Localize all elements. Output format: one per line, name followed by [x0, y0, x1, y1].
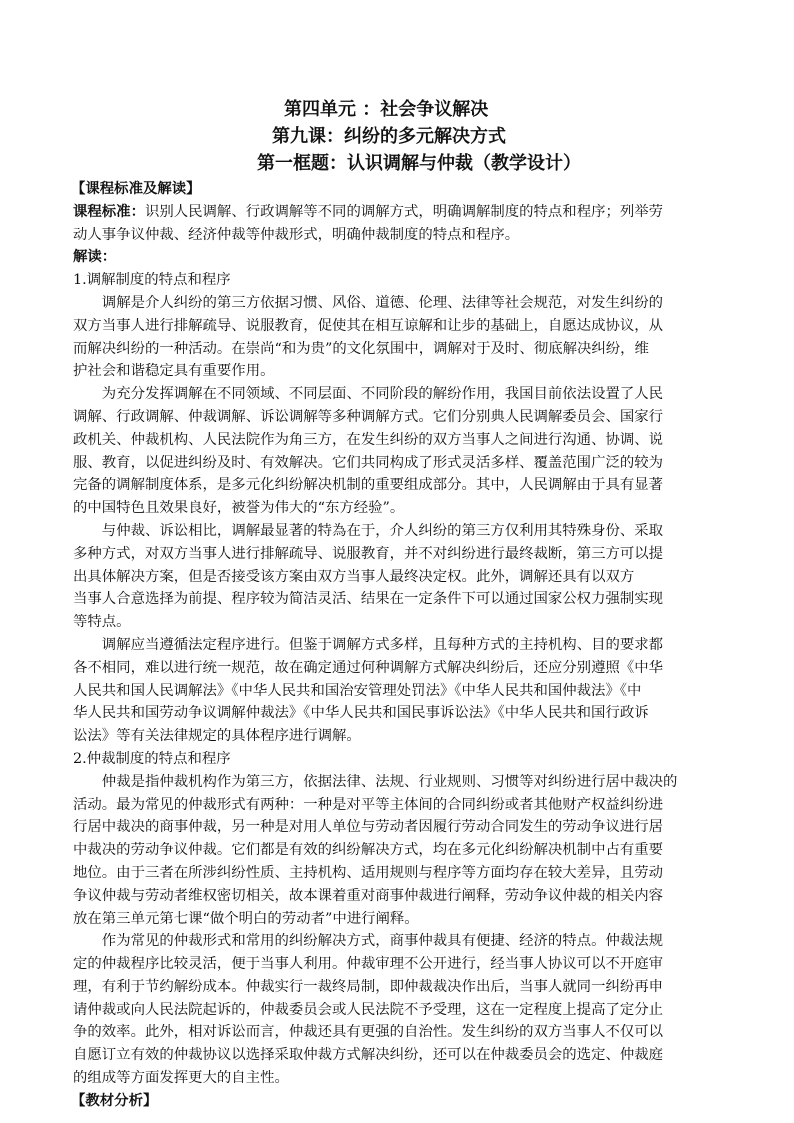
paragraph-line: 自愿订立有效的仲裁协议以选择采取仲裁方式解决纠纷，还可以在仲裁委员会的选定、仲裁庭	[73, 1047, 664, 1064]
paragraph-mediation-definition	[73, 292, 723, 383]
paragraph-line: 多种方式，对双方当事人进行排解疏导、说服教育，并不对纠纷进行最终裁断，第三方可以提	[73, 545, 664, 562]
paragraph-line: 与仲裁、诉讼相比，调解最显著的特為在于，介人纠纷的第三方仅利用其特殊身份、采取	[101, 522, 664, 539]
paragraph-line: 活动。最为常见的仲裁形式有两种：一种是对平等主体间的合同纠纷或者其他财产权益纠纷进	[73, 796, 664, 813]
interpretation-heading: 解读：	[73, 248, 117, 266]
paragraph-line: 争的效率。此外，相对诉讼而言，仲裁还具有更强的自治性。发生纠纷的双方当事人不仅可以	[73, 1024, 664, 1041]
lesson-title: 第九课：纠纷的多元解决方式	[272, 126, 506, 147]
paragraph-line: 华人民共和国劳动争议调解仲裁法》《中华人民共和国民事诉讼法》《中华人民共和国行政诉	[73, 705, 649, 722]
unit-title: 第四单元 ：社会争议解决	[284, 99, 489, 120]
paragraph-mediation-procedure	[73, 634, 723, 748]
paragraph-line: 当事人合意选择为前提、程序较为简洁灵活、结果在一定条件下可以通过国家公权力强制实现	[73, 591, 664, 608]
paragraph-line: 人民共和国人民调解法》《中华人民共和国治安管理处罚法》《中华人民共和国仲裁法》《中	[73, 682, 642, 699]
paragraph-line: 行居中裁决的商事仲裁，另一种是对用人单位与劳动者因履行劳动合同发生的劳动争议进行居	[73, 819, 664, 836]
paragraph-line: 双方当事人进行排解疏导、说服教育，促使其在相互谅解和让步的基础上，自愿达成协议，从	[73, 317, 664, 334]
section-heading-standards: 【课程标准及解读】	[71, 180, 201, 197]
paragraph-line: 的组成等方面发挥更大的自主性。	[73, 1070, 289, 1087]
paragraph-line: 政机关、仲裁机构、人民法院作为角三方，在发生纠纷的双方当事人之间进行沟通、协调、说	[73, 431, 664, 448]
course-standard-label: 课程标准：	[73, 202, 145, 220]
paragraph-line: 的中国特色且效果良好，被誉为伟大的“东方经验”。	[73, 500, 405, 517]
topic-title: 第一框题：认识调解与仲裁（教学设计）	[257, 153, 581, 174]
paragraph-line: 仲裁是指仲裁机构作为第三方，依据法律、法规、行业规则、习惯等对纠纷进行居中裁决的	[101, 773, 678, 790]
paragraph-arbitration-definition	[73, 771, 723, 931]
paragraph-line: 请仲裁或向人民法院起诉的，仲裁委员会或人民法院不予受理，这在一定程度上提高了定分止	[73, 1001, 664, 1018]
paragraph-line: 而解决纠纷的一种活动。在崇尚“和为贵”的文化氛围中，调解对于及时、彻底解决纠纷，维	[73, 340, 649, 357]
paragraph-mediation-features	[73, 520, 723, 634]
paragraph-line: 等特点。	[73, 614, 131, 631]
paragraph-line: 放在第三单元第七课“做个明白的劳动者”中进行阐释。	[73, 910, 419, 927]
paragraph-line: 作为常见的仲裁形式和常用的纠纷解决方式，商事仲裁具有便捷、经济的特点。仲裁法规	[101, 933, 664, 950]
paragraph-commercial-arbitration	[73, 930, 723, 1090]
document-body	[73, 178, 723, 1113]
paragraph-line: 调解、行政调解、仲裁调解、诉讼调解等多种调解方式。它们分别典人民调解委员会、国家行	[73, 408, 664, 425]
paragraph-line: 争议仲裁与劳动者维权密切相关，故本课着重对商事仲裁进行阐释，劳动争议仲裁的相关内容	[73, 887, 664, 904]
paragraph-line: 地位。由于三者在所涉纠纷性质、主持机构、适用规则与程序等方面均存在较大差异，且劳动	[73, 864, 664, 881]
subsection-title-arbitration: 2.仲裁制度的特点和程序	[73, 750, 231, 767]
paragraph-line: 讼法》等有关法律规定的具体程序进行调解。	[73, 728, 361, 745]
paragraph-line: 护社会和谐稳定具有重要作用。	[73, 363, 275, 380]
paragraph-line: 定的仲裁程序比较灵活，便于当事人利用。仲裁审理不公开进行，经当事人协议可以不开庭审	[73, 956, 664, 973]
paragraph-line: 调解应当遵循法定程序进行。但鉴于调解方式多样，且每种方式的主持机构、目的要求都	[101, 636, 664, 653]
paragraph-line: 各不相同，难以进行统一规范，故在确定通过何种调解方式解决纠纷后，还应分别遵照《中华	[73, 659, 664, 676]
subsection-title-mediation: 1.调解制度的特点和程序	[73, 272, 231, 289]
paragraph-line: 服、教育，以促进纠纷及时、有效解决。它们共同构成了形式灵活多样、覆盖范围广泛的较为	[73, 454, 664, 471]
paragraph-line: 完备的调解制度体系，是多元化纠纷解决机制的重要组成部分。其中，人民调解由于具有显著	[73, 477, 664, 494]
paragraph-line: 理，有利于节约解纷成本。仲裁实行一裁终局制，即仲裁裁决作出后，当事人就同一纠纷再申	[73, 978, 664, 995]
paragraph-line: 调解是介人纠纷的第三方依据习惯、风俗、道德、伦理、法律等社会规范，对发生纠纷的	[101, 294, 664, 311]
paragraph-mediation-types	[73, 383, 723, 520]
paragraph-line: 为充分发挥调解在不同领域、不同层面、不同阶段的解纷作用，我国目前依法设置了人民	[101, 386, 664, 403]
paragraph-line: 中裁决的劳动争议仲裁。它们都是有效的纠纷解决方式，均在多元化纠纷解决机制中占有重要	[73, 842, 664, 859]
course-standard-line: 识别人民调解、行政调解等不同的调解方式，明确调解制度的特点和程序；列举劳	[144, 203, 664, 220]
paragraph-line: 出具体解决方案，但是否接受该方案由双方当事人最终决定权。此外，调解还具有以双方	[73, 568, 635, 585]
course-standard-line: 动人事争议仲裁、经济仲裁等仲裁形式，明确仲裁制度的特点和程序。	[73, 226, 520, 243]
course-standard	[73, 201, 723, 247]
section-heading-analysis: 【教材分析】	[71, 1091, 158, 1109]
